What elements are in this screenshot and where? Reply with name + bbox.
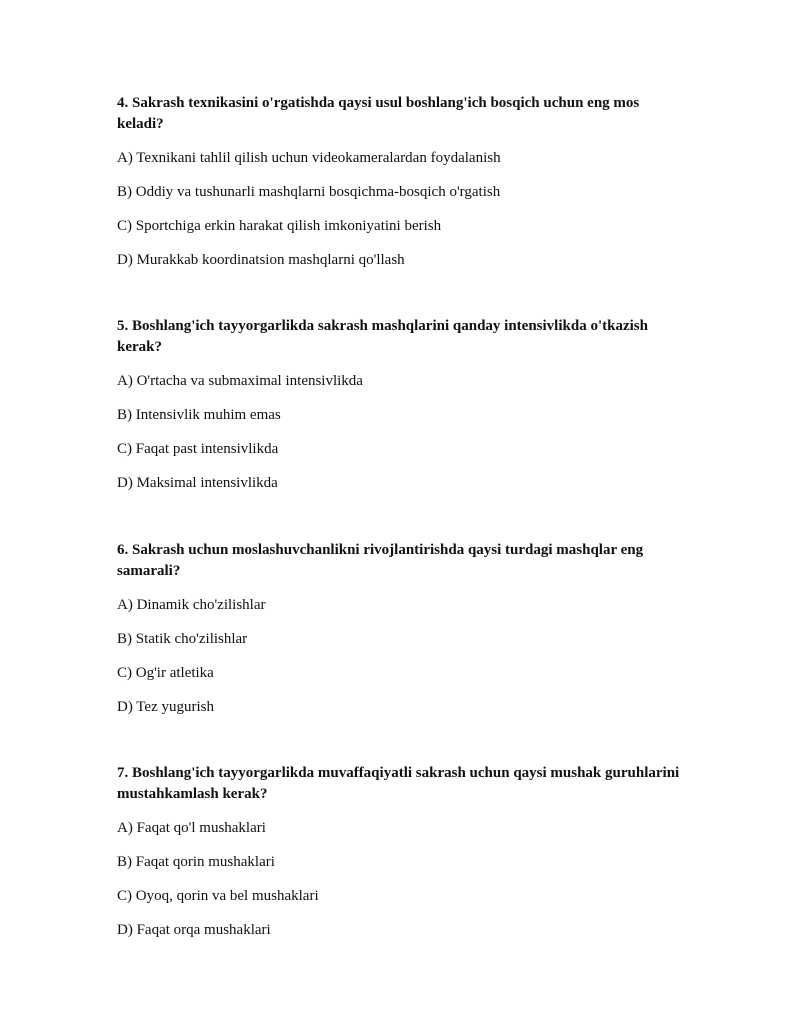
question-text: 7. Boshlang'ich tayyorgarlikda muvaffaqiyatli sakrash uchun qaysi mushak guruhlarini mustahkamlash kerak? xyxy=(117,765,680,802)
question-4 xyxy=(117,93,687,268)
question-7 xyxy=(117,763,687,938)
answer-option-a: A) Faqat qo'l mushaklari xyxy=(117,820,266,836)
question-text: 6. Sakrash uchun moslashuvchanlikni rivojlantirishda qaysi turdagi mashqlar eng samarali? xyxy=(117,542,644,579)
answer-option-a: A) O'rtacha va submaximal intensivlikda xyxy=(117,373,363,389)
answer-option-a: A) Dinamik cho'zilishlar xyxy=(117,597,266,613)
answer-option-d: D) Maksimal intensivlikda xyxy=(117,475,278,491)
answer-option-d: D) Murakkab koordinatsion mashqlarni qo'llash xyxy=(117,252,405,268)
question-text: 4. Sakrash texnikasini o'rgatishda qaysi usul boshlang'ich bosqich uchun eng mos keladi? xyxy=(117,95,640,132)
answer-option-c: C) Og'ir atletika xyxy=(117,665,214,681)
answer-option-b: B) Statik cho'zilishlar xyxy=(117,631,248,647)
answer-option-c: C) Oyoq, qorin va bel mushaklari xyxy=(117,888,319,904)
answer-option-b: B) Oddiy va tushunarli mashqlarni bosqichma-bosqich o'rgatish xyxy=(117,184,501,200)
question-6 xyxy=(117,540,687,715)
answer-option-c: C) Faqat past intensivlikda xyxy=(117,441,279,457)
answer-option-b: B) Intensivlik muhim emas xyxy=(117,407,281,423)
answer-option-d: D) Faqat orqa mushaklari xyxy=(117,922,271,938)
answer-option-a: A) Texnikani tahlil qilish uchun videokameralardan foydalanish xyxy=(117,150,501,166)
answer-option-b: B) Faqat qorin mushaklari xyxy=(117,854,275,870)
question-text: 5. Boshlang'ich tayyorgarlikda sakrash mashqlarini qanday intensivlikda o'tkazish kerak? xyxy=(117,318,648,355)
answer-option-c: C) Sportchiga erkin harakat qilish imkoniyatini berish xyxy=(117,218,442,234)
answer-option-d: D) Tez yugurish xyxy=(117,699,214,715)
question-5 xyxy=(117,316,687,491)
